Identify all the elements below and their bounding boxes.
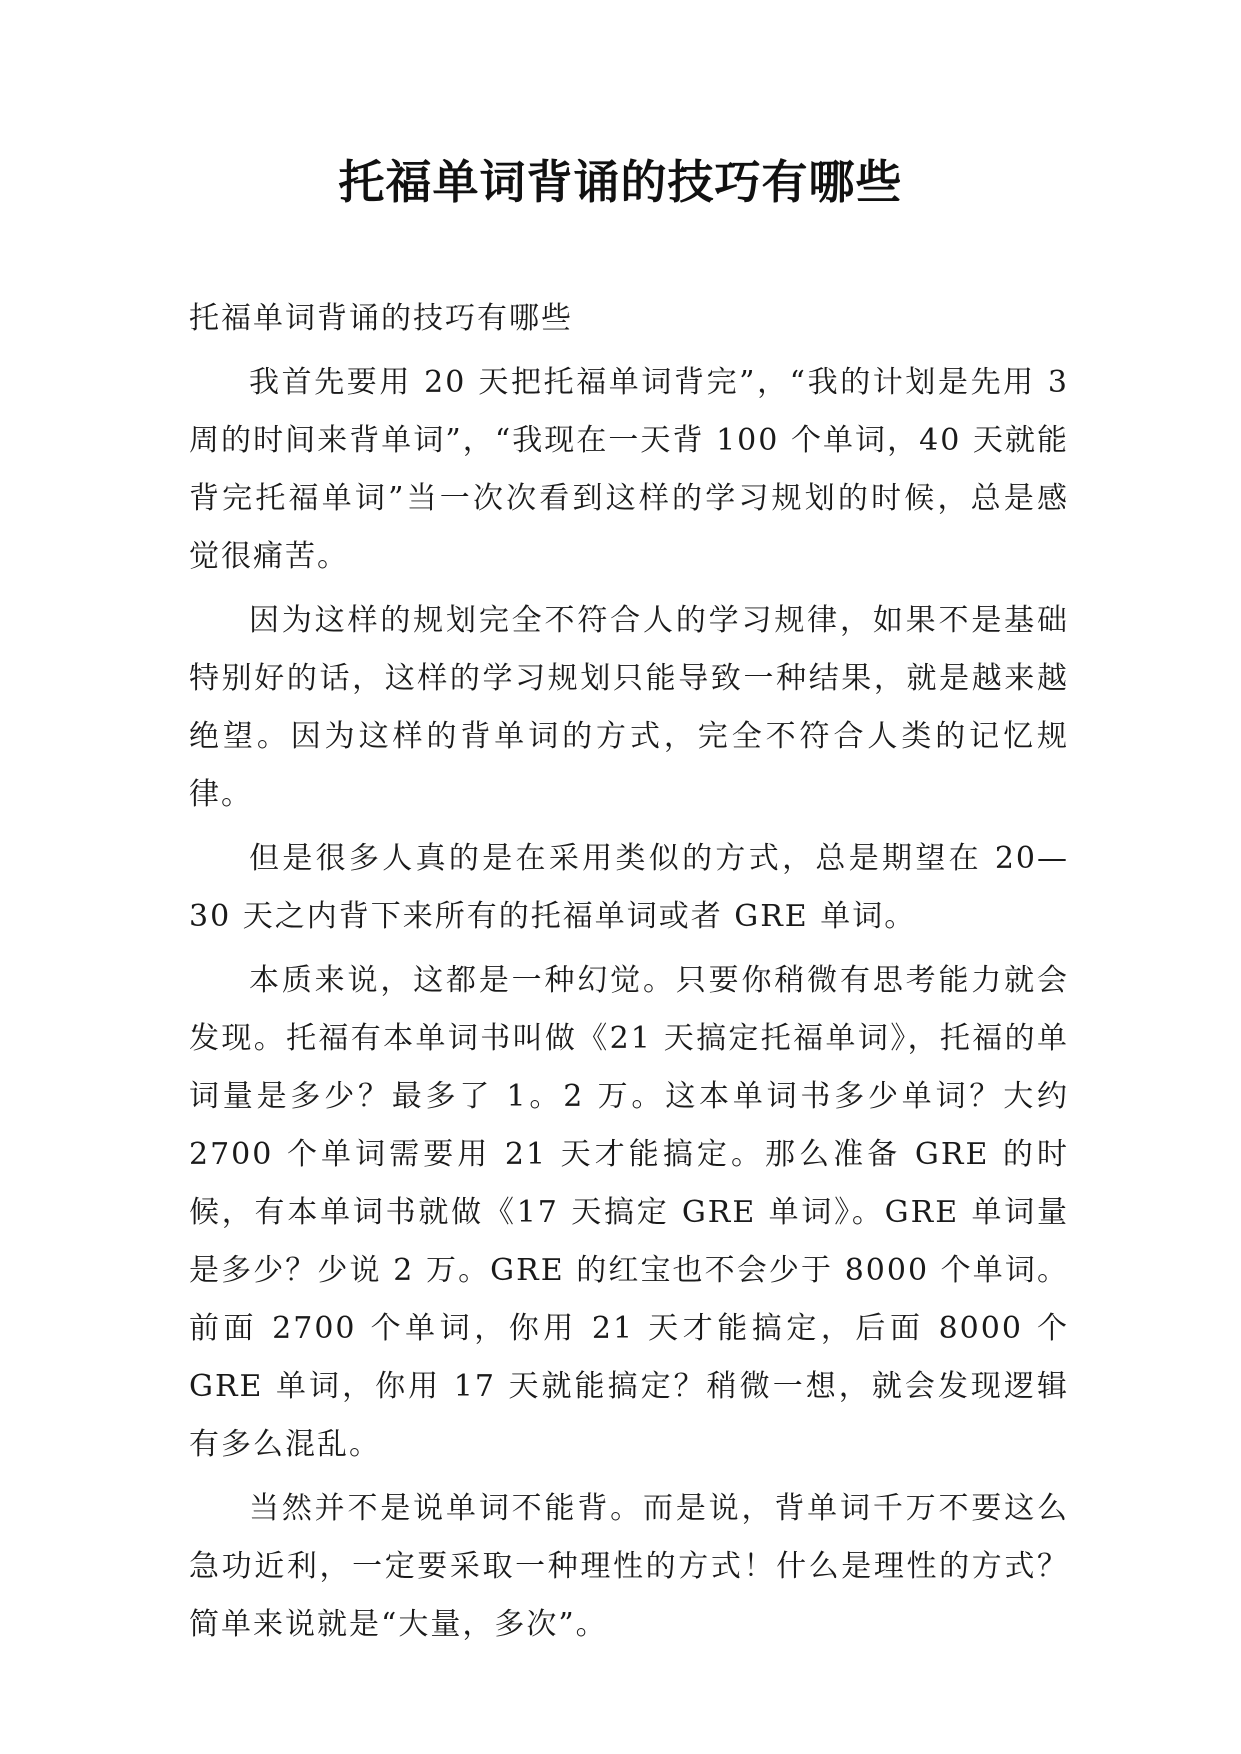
- paragraph-4: 本质来说，这都是一种幻觉。只要你稍微有思考能力就会发现。托福有本单词书叫做《21 天搞定托福单词》，托福的单词量是多少？最多了 1。2 万。这本单词书多少单词？大约 2700 个单词需要用 21 天才能搞定。那么准备 GRE 的时候，有本单词书就做《17 天搞定 GRE 单词》。GRE 单词量是多少？少说 2 万。GRE 的红宝也不会少于 8000 个单词。前面 2700 个单词，你用 21 天才能搞定，后面 8000 个 GRE 单词，你用 17 天就能搞定？稍微一想，就会发现逻辑有多么混乱。: [189, 963, 1069, 1462]
- paragraph-3: 但是很多人真的是在采用类似的方式，总是期望在 20—30 天之内背下来所有的托福单词或者 GRE 单词。: [189, 841, 1069, 934]
- paragraph-2: 因为这样的规划完全不符合人的学习规律，如果不是基础特别好的话，这样的学习规划只能导致一种结果，就是越来越绝望。因为这样的背单词的方式，完全不符合人类的记忆规律。: [189, 603, 1069, 812]
- paragraph-5: 当然并不是说单词不能背。而是说，背单词千万不要这么急功近利，一定要采取一种理性的方式！什么是理性的方式？简单来说就是“大量，多次”。: [189, 1491, 1069, 1642]
- document-title: 托福单词背诵的技巧有哪些: [338, 155, 903, 209]
- document-subtitle: 托福单词背诵的技巧有哪些: [189, 301, 573, 336]
- document-body: [189, 290, 1069, 1660]
- paragraph-1: 我首先要用 20 天把托福单词背完”，“我的计划是先用 3 周的时间来背单词”，“我现在一天背 100 个单词，40 天就能背完托福单词”当一次次看到这样的学习规划的时候，总是感觉很痛苦。: [189, 365, 1069, 574]
